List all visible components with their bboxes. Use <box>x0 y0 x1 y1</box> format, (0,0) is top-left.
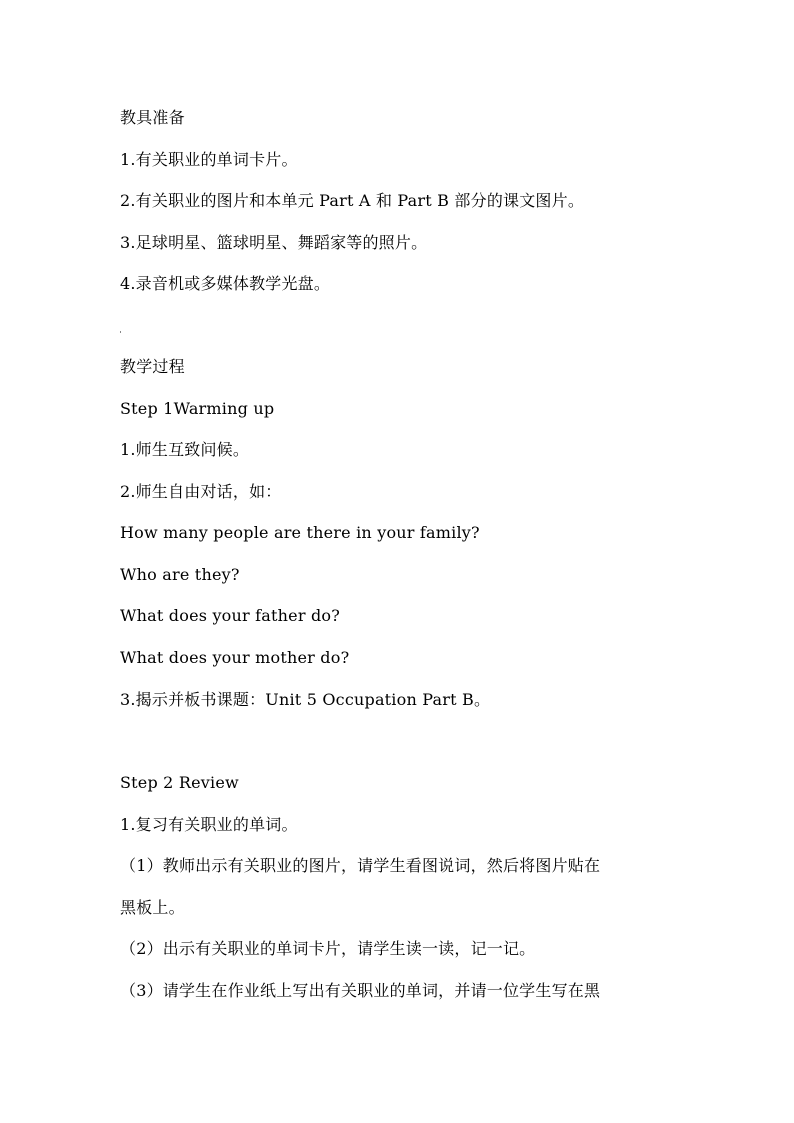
materials-item-3: 3.足球明星、篮球明星、舞蹈家等的照片。 <box>120 233 428 252</box>
step1-title: Step 1Warming up <box>120 399 275 418</box>
materials-item-2: 2.有关职业的图片和本单元 Part A 和 Part B 部分的课文图片。 <box>120 191 585 210</box>
step1-line-4: Who are they? <box>120 565 240 584</box>
step2-line-3: 黑板上。 <box>120 898 185 917</box>
step2-title: Step 2 Review <box>120 773 239 792</box>
step2-line-2: （1）教师出示有关职业的图片，请学生看图说词，然后将图片贴在 <box>120 856 601 875</box>
step1-line-1: 1.师生互致问候。 <box>120 440 250 459</box>
materials-item-4: 4.录音机或多媒体教学光盘。 <box>120 274 331 293</box>
step1-line-2: 2.师生自由对话，如： <box>120 482 282 501</box>
step2-line-1: 1.复习有关职业的单词。 <box>120 815 298 834</box>
stray-mark <box>120 331 121 333</box>
step1-line-3: How many people are there in your family? <box>120 523 480 542</box>
step2-line-4: （2）出示有关职业的单词卡片，请学生读一读，记一记。 <box>120 939 536 958</box>
step2-line-5: （3）请学生在作业纸上写出有关职业的单词，并请一位学生写在黑 <box>120 981 601 1000</box>
materials-item-1: 1.有关职业的单词卡片。 <box>120 150 298 169</box>
step1-line-6: What does your mother do? <box>120 648 350 667</box>
step1-line-5: What does your father do? <box>120 606 341 625</box>
step1-line-7: 3.揭示并板书课题：Unit 5 Occupation Part B。 <box>120 690 491 709</box>
materials-heading: 教具准备 <box>120 108 185 127</box>
process-heading: 教学过程 <box>120 357 185 376</box>
